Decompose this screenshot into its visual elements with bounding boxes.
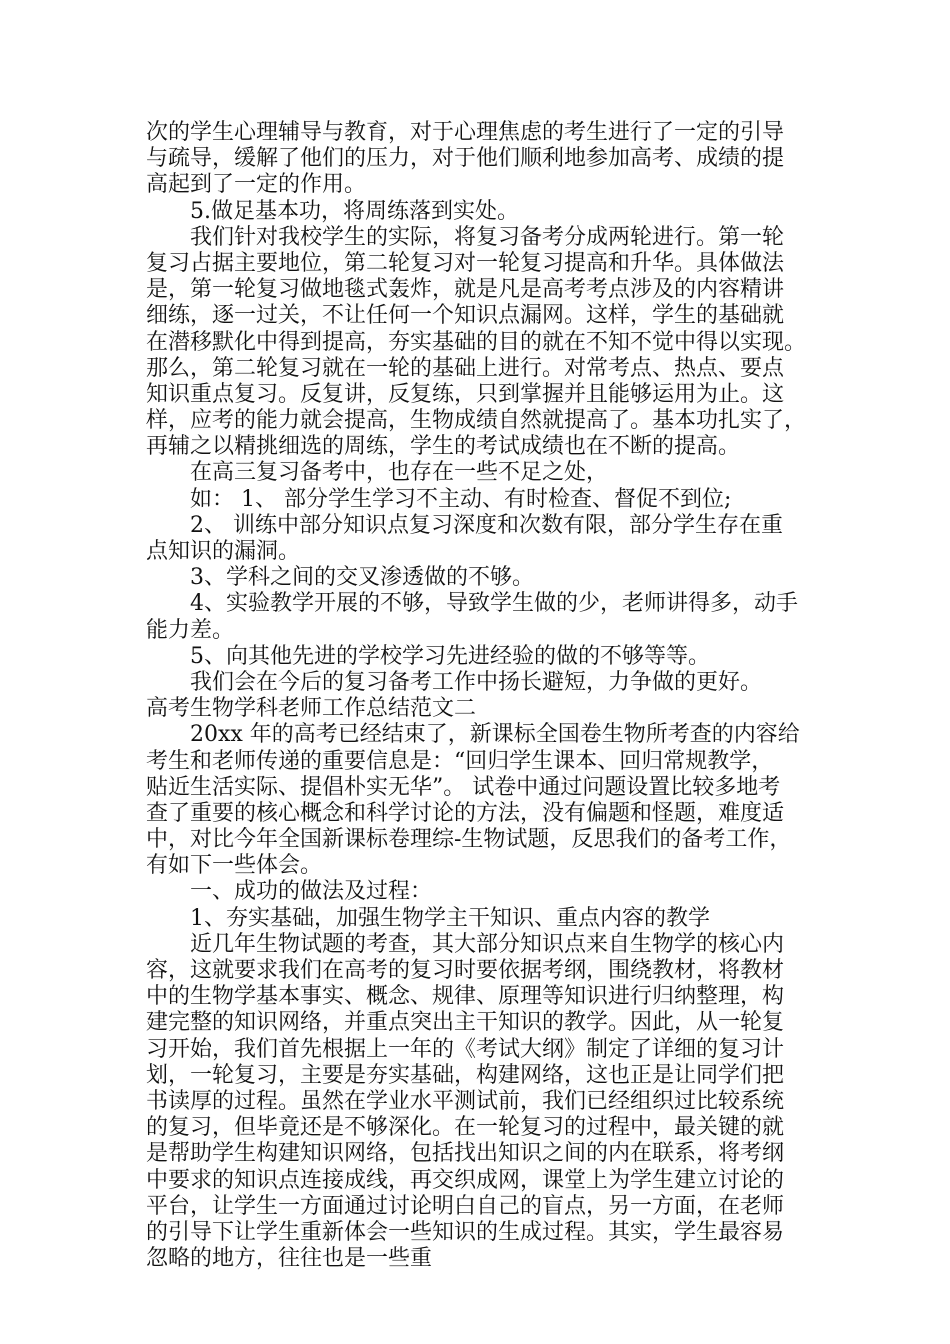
- text-line: 5、向其他先进的学校学习先进经验的做的不够等等。: [190, 643, 710, 669]
- text-line: 考生和老师传递的重要信息是：“回归学生课本、回归常规教学，: [146, 748, 774, 774]
- text-line: 那么，第二轮复习就在一轮的基础上进行。对常考点、热点、要点: [146, 355, 785, 381]
- text-line: 查了重要的核心概念和科学讨论的方法，没有偏题和怪题，难度适: [146, 800, 785, 826]
- text-line: 再辅之以精挑细选的周练，学生的考试成绩也在不断的提高。: [146, 434, 741, 460]
- text-line: 书读厚的过程。虽然在学业水平测试前，我们已经组织过比较系统: [146, 1088, 785, 1114]
- text-line: 知识重点复习。反复讲，反复练，只到掌握并且能够运用为止。这: [146, 381, 785, 407]
- text-line: 如： 1、 部分学生学习不主动、有时检查、督促不到位;: [190, 486, 732, 512]
- text-line: 中的生物学基本事实、概念、规律、原理等知识进行归纳整理，构: [146, 984, 785, 1010]
- text-line: 点知识的漏洞。: [146, 539, 301, 564]
- text-line: 的引导下让学生重新体会一些知识的生成过程。其实，学生最容易: [146, 1219, 785, 1245]
- text-line: 是帮助学生构建知识网络，包括找出知识之间的内在联系，将考纲: [146, 1141, 785, 1167]
- text-line: 高考生物学科老师工作总结范文二: [146, 696, 477, 722]
- text-line: 在高三复习备考中，也存在一些不足之处，: [190, 460, 609, 486]
- text-line: 4、实验教学开展的不够，导致学生做的少，老师讲得多，动手: [190, 591, 798, 617]
- text-line: 与疏导，缓解了他们的压力，对于他们顺利地参加高考、成绩的提: [146, 146, 785, 172]
- text-line: 是，第一轮复习做地毯式轰炸，就是凡是高考考点涉及的内容精讲: [146, 277, 785, 303]
- text-line: 划，一轮复习，主要是夯实基础，构建网络，这也正是让同学们把: [146, 1062, 785, 1088]
- text-line: 复习占据主要地位，第二轮复习对一轮复习提高和升华。具体做法: [146, 250, 785, 276]
- text-line: 习开始，我们首先根据上一年的《考试大纲》制定了详细的复习计: [146, 1036, 785, 1062]
- text-line: 的复习，但毕竟还是不够深化。在一轮复习的过程中，最关键的就: [146, 1115, 785, 1141]
- text-line: 我们会在今后的复习备考工作中扬长避短，力争做的更好。: [190, 669, 763, 695]
- text-line: 次的学生心理辅导与教育，对于心理焦虑的考生进行了一定的引导: [146, 120, 785, 145]
- document-body: [146, 120, 810, 1272]
- text-line: 细练，逐一过关，不让任何一个知识点漏网。这样，学生的基础就: [146, 303, 785, 329]
- text-line: 有如下一些体会。: [146, 853, 323, 879]
- text-line: 能力差。: [146, 617, 235, 643]
- text-line: 近几年生物试题的考查，其大部分知识点来自生物学的核心内: [190, 931, 785, 957]
- text-line: 我们针对我校学生的实际，将复习备考分成两轮进行。第一轮: [190, 224, 785, 250]
- text-line: 样，应考的能力就会提高，生物成绩自然就提高了。基本功扎实了，: [146, 408, 807, 434]
- text-line: 中要求的知识点连接成线，再交织成网，课堂上为学生建立讨论的: [146, 1167, 785, 1193]
- text-line: 3、学科之间的交叉渗透做的不够。: [190, 565, 534, 591]
- text-line: 在潜移默化中得到提高，夯实基础的目的就在不知不觉中得以实现。: [146, 329, 807, 355]
- text-line: 1、夯实基础，加强生物学主干知识、重点内容的教学: [190, 905, 710, 931]
- text-line: 中，对比今年全国新课标卷理综-生物试题，反思我们的备考工作，: [146, 827, 792, 853]
- text-line: 2、 训练中部分知识点复习深度和次数有限，部分学生存在重: [190, 512, 783, 538]
- text-line: 一、成功的做法及过程：: [190, 879, 433, 905]
- text-line: 平台，让学生一方面通过讨论明白自己的盲点，另一方面，在老师: [146, 1193, 785, 1219]
- text-line: 忽略的地方，往往也是一些重: [146, 1246, 433, 1272]
- text-line: 20xx 年的高考已经结束了，新课标全国卷生物所考查的内容给: [190, 722, 800, 748]
- text-line: 高起到了一定的作用。: [146, 172, 367, 198]
- text-line: 建完整的知识网络，并重点突出主干知识的教学。因此，从一轮复: [146, 1010, 785, 1036]
- text-line: 贴近生活实际、提倡朴实无华”。 试卷中通过问题设置比较多地考: [146, 774, 781, 800]
- text-line: 5.做足基本功，将周练落到实处。: [190, 198, 519, 224]
- text-line: 容，这就要求我们在高考的复习时要依据考纲，围绕教材，将教材: [146, 958, 785, 983]
